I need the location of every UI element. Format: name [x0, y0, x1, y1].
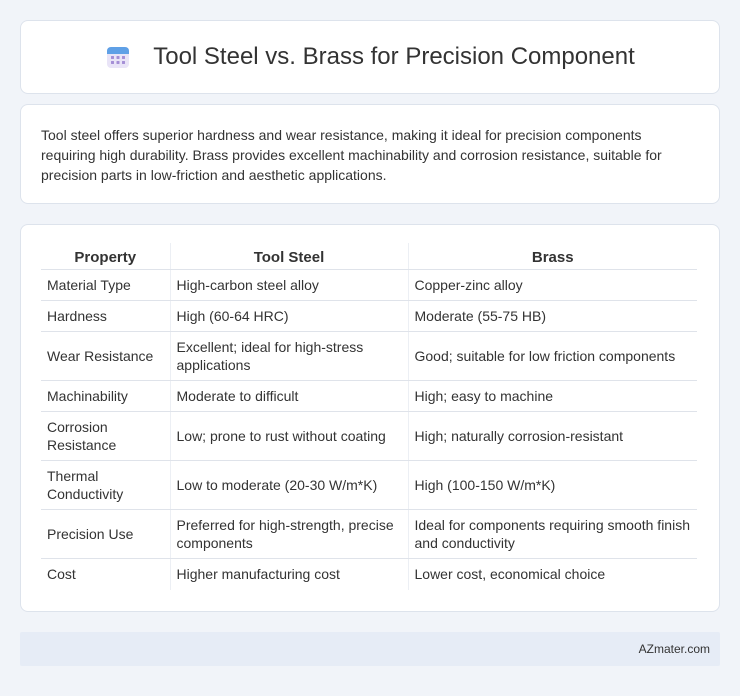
- table-row: [41, 412, 697, 461]
- table-row: [41, 461, 697, 510]
- row-brass: High; easy to machine: [408, 381, 697, 412]
- row-tool-steel: Preferred for high-strength, precise components: [170, 510, 408, 559]
- row-property: Wear Resistance: [41, 332, 170, 381]
- footer: [20, 632, 720, 666]
- table-row: [41, 332, 697, 381]
- header-brass: Brass: [408, 243, 697, 270]
- table-row: [41, 381, 697, 412]
- table-row: [41, 510, 697, 559]
- intro-card: [20, 104, 720, 204]
- table-header-row: [41, 243, 697, 270]
- comparison-table-card: [20, 224, 720, 612]
- row-brass: Copper-zinc alloy: [408, 270, 697, 301]
- row-property: Corrosion Resistance: [41, 412, 170, 461]
- header-tool-steel: Tool Steel: [170, 243, 408, 270]
- calendar-icon: [105, 44, 131, 70]
- row-property: Cost: [41, 559, 170, 590]
- row-tool-steel: Low; prone to rust without coating: [170, 412, 408, 461]
- row-property: Material Type: [41, 270, 170, 301]
- title-card: [20, 20, 720, 94]
- row-tool-steel: High-carbon steel alloy: [170, 270, 408, 301]
- row-tool-steel: Moderate to difficult: [170, 381, 408, 412]
- row-tool-steel: Low to moderate (20-30 W/m*K): [170, 461, 408, 510]
- row-tool-steel: Excellent; ideal for high-stress applications: [170, 332, 408, 381]
- row-brass: Moderate (55-75 HB): [408, 301, 697, 332]
- row-brass: Good; suitable for low friction components: [408, 332, 697, 381]
- row-property: Thermal Conductivity: [41, 461, 170, 510]
- row-property: Machinability: [41, 381, 170, 412]
- comparison-table: [41, 243, 697, 590]
- row-property: Precision Use: [41, 510, 170, 559]
- row-tool-steel: High (60-64 HRC): [170, 301, 408, 332]
- row-brass: High (100-150 W/m*K): [408, 461, 697, 510]
- row-tool-steel: Higher manufacturing cost: [170, 559, 408, 590]
- table-row: [41, 559, 697, 590]
- row-property: Hardness: [41, 301, 170, 332]
- table-row: [41, 301, 697, 332]
- table-row: [41, 270, 697, 301]
- row-brass: Lower cost, economical choice: [414, 566, 606, 583]
- page-title: Tool Steel vs. Brass for Precision Component: [153, 43, 635, 70]
- header-property: Property: [41, 243, 170, 270]
- row-brass: Ideal for components requiring smooth finish and conductivity: [408, 510, 697, 559]
- footer-brand: AZmater.com: [638, 642, 710, 656]
- row-brass: High; naturally corrosion-resistant: [408, 412, 697, 461]
- intro-text: Tool steel offers superior hardness and wear resistance, making it ideal for precision components requiring high durability. Brass provides excellent machinability and corrosion resistance, suitable for precision parts in low-friction and aesthetic applications.: [41, 127, 662, 183]
